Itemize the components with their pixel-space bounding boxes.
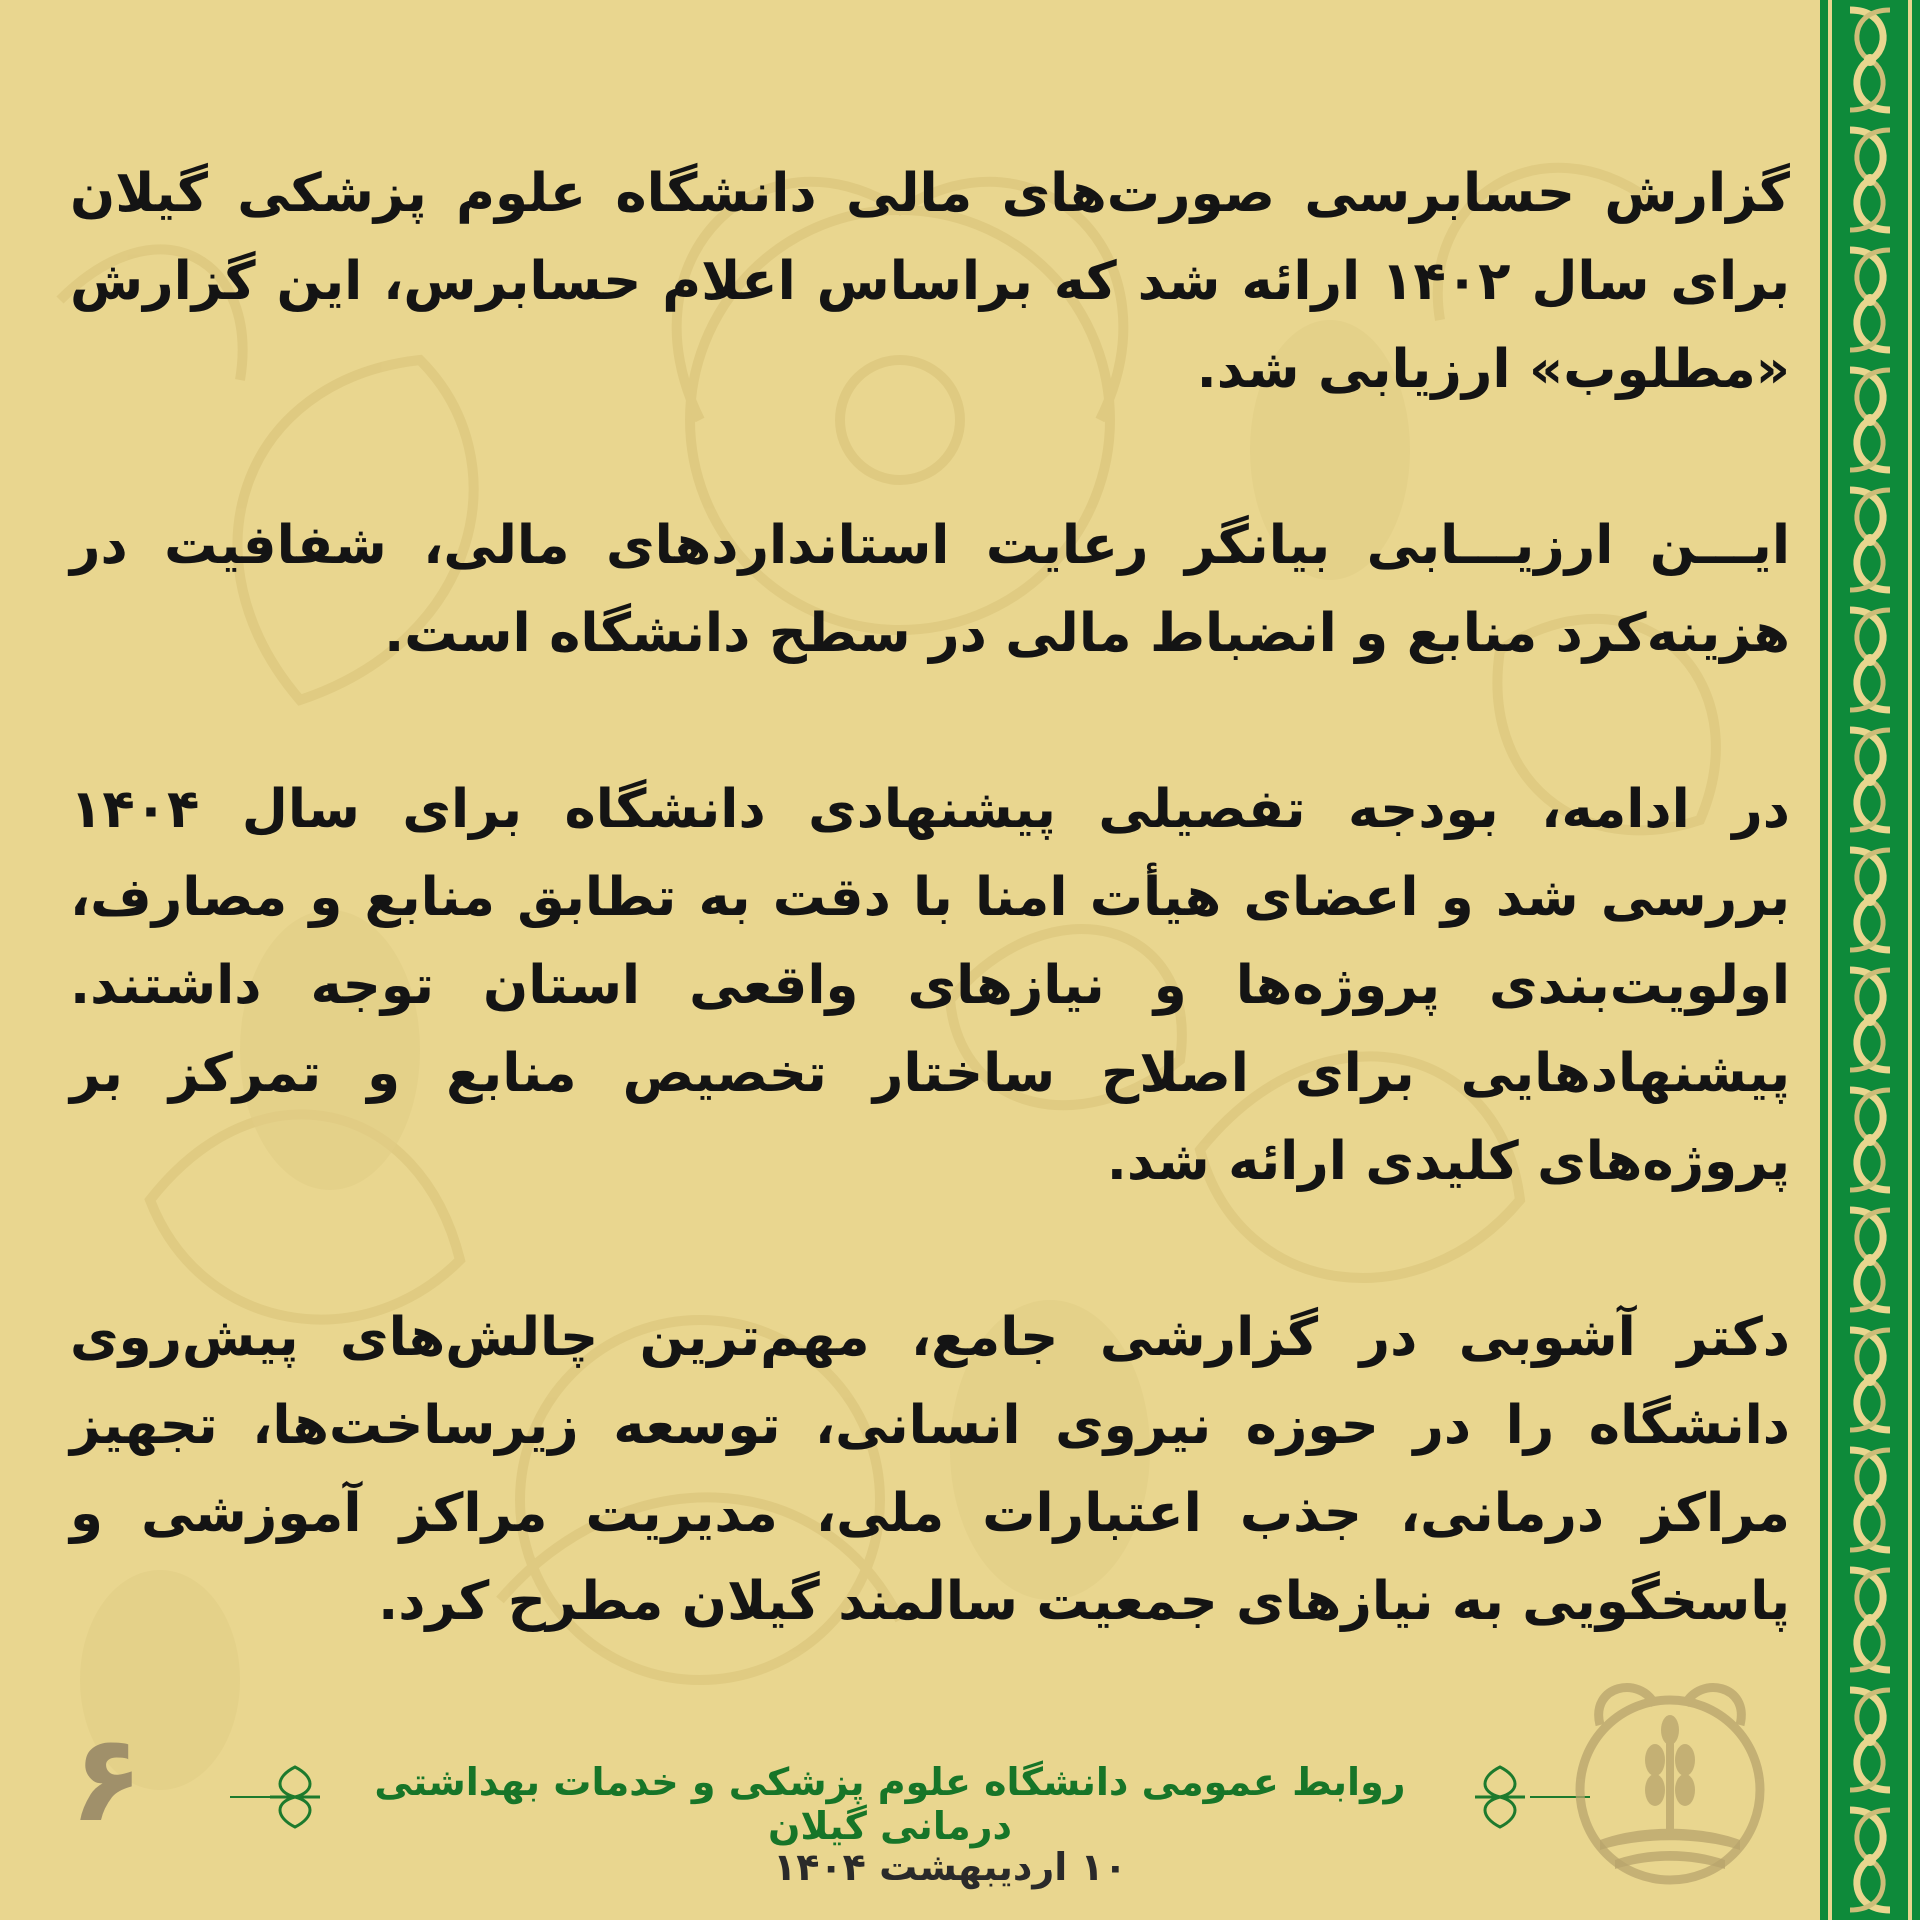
university-emblem-logo — [1560, 1665, 1780, 1895]
paragraph-evaluation: ایـــن ارزیـــابی بیانگر رعایت استانداردهای مالی، شفافیت در هزینه‌کرد منابع و انضباط مالی در سطح دانشگاه است. — [70, 515, 1790, 664]
paragraph-challenges: دکتر آشوبی در گزارشی جامع، مهم‌ترین چالش‌های پیش‌روی دانشگاه را در حوزه نیروی انسانی، توسعه زیرساخت‌ها، تجهیز مراکز درمانی، جذب اعتبارات ملی، مدیریت مراکز آموزشی و پاسخگویی به نیازهای جمعیت سالمند گیلان مطرح کرد. — [70, 1307, 1790, 1632]
footer-date: ۱۰ اردیبهشت ۱۴۰۴ — [773, 1845, 1127, 1889]
article-body — [70, 150, 1790, 1734]
paragraph-budget: در ادامه، بودجه تفصیلی پیشنهادی دانشگاه برای سال ۱۴۰۴ بررسی شد و اعضای هیأت امنا با دقت به تطابق منابع و مصارف، اولویت‌بندی پروژه‌ها و نیازهای واقعی استان توجه داشتند. پیشنهادهایی برای اصلاح ساختار تخصیص منابع و تمرکز بر پروژه‌های کلیدی ارائه شد. — [70, 779, 1790, 1192]
border-pattern-icon — [1820, 0, 1920, 1920]
decorative-border — [1820, 0, 1920, 1920]
footer-organization: روابط عمومی دانشگاه علوم پزشکی و خدمات بهداشتی درمانی گیلان — [374, 1760, 1406, 1848]
page-number: ۶ — [70, 1710, 144, 1849]
ornament-right-icon — [1470, 1762, 1530, 1832]
ornament-left-icon — [265, 1762, 325, 1832]
paragraph-audit-report: گزارش حسابرسی صورت‌های مالی دانشگاه علوم پزشکی گیلان برای سال ۱۴۰۲ ارائه شد که براساس اعلام حسابرس، این گزارش «مطلوب» ارزیابی شد. — [70, 163, 1790, 400]
